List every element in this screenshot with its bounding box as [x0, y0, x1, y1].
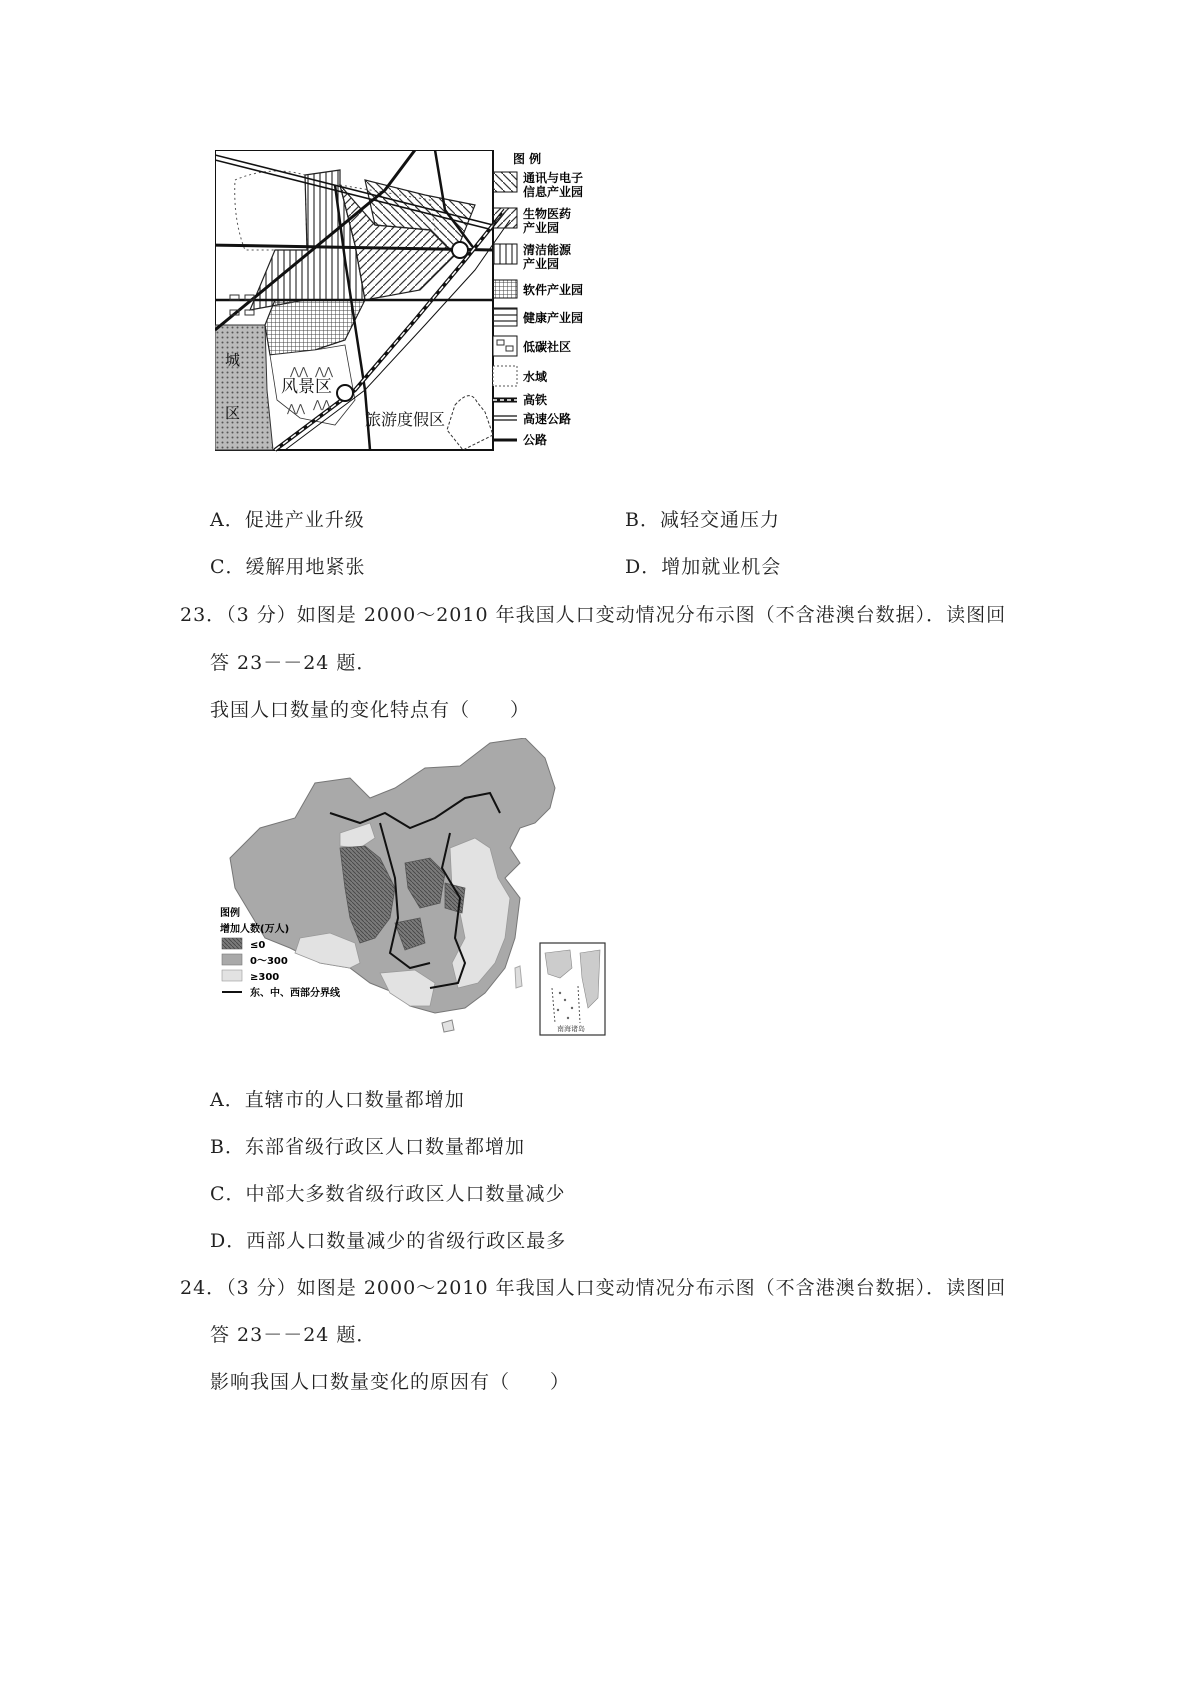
- svg-text:⋀⋀: ⋀⋀: [313, 398, 332, 411]
- svg-text:0～300: 0～300: [250, 956, 288, 967]
- q24-question: 影响我国人口数量变化的原因有（ ）: [210, 1371, 571, 1393]
- svg-text:信息产业园: 信息产业园: [523, 185, 584, 199]
- q23-option-a: A．直辖市的人口数量都增加: [210, 1089, 465, 1111]
- map1-legend: [493, 151, 583, 447]
- q24-stem-line1: 24．（3 分）如图是 2000～2010 年我国人口变动情况分布示图（不含港澳台数据）．读图回: [180, 1277, 1007, 1299]
- svg-text:软件产业园: 软件产业园: [523, 283, 584, 297]
- city-label-2: 区: [225, 404, 241, 422]
- svg-text:图例: 图例: [220, 908, 240, 919]
- svg-text:⋀⋀: ⋀⋀: [287, 402, 306, 415]
- q23-option-b: B．东部省级行政区人口数量都增加: [210, 1136, 525, 1158]
- svg-text:生物医药: 生物医药: [523, 207, 572, 221]
- svg-text:高速公路: 高速公路: [523, 412, 572, 426]
- svg-text:高铁: 高铁: [523, 393, 548, 407]
- q22-option-b: B．减轻交通压力: [625, 509, 780, 531]
- svg-text:≤0: ≤0: [250, 940, 266, 951]
- svg-text:⋀⋀: ⋀⋀: [315, 365, 334, 378]
- q23-option-c: C．中部大多数省级行政区人口数量减少: [210, 1183, 566, 1205]
- svg-text:清洁能源: 清洁能源: [523, 243, 572, 257]
- q22-option-c: C．缓解用地紧张: [210, 556, 366, 578]
- svg-text:≥300: ≥300: [250, 972, 280, 983]
- svg-text:产业园: 产业园: [523, 221, 560, 235]
- industrial-park-map: [215, 150, 815, 485]
- resort-label: 旅游度假区: [365, 410, 446, 429]
- scenic-label: 风景区: [281, 377, 332, 397]
- city-label-1: 城: [225, 351, 241, 369]
- svg-text:健康产业园: 健康产业园: [523, 311, 584, 325]
- q22-option-a: A．促进产业升级: [210, 509, 365, 531]
- q23-question: 我国人口数量的变化特点有（ ）: [210, 699, 531, 721]
- svg-text:增加人数(万人): 增加人数(万人): [220, 924, 290, 935]
- svg-text:通讯与电子: 通讯与电子: [523, 171, 584, 185]
- svg-text:图 例: 图 例: [513, 152, 542, 166]
- q24-stem-line2: 答 23－－24 题．: [210, 1324, 377, 1346]
- svg-text:东、中、西部分界线: 东、中、西部分界线: [250, 988, 340, 999]
- q22-option-d: D．增加就业机会: [625, 556, 782, 578]
- svg-text:产业园: 产业园: [523, 257, 560, 271]
- q23-option-d: D．西部人口数量减少的省级行政区最多: [210, 1230, 567, 1252]
- china-population-map: [220, 738, 660, 1053]
- inset-label: 南海诸岛: [557, 1025, 585, 1033]
- q23-stem-line1: 23．（3 分）如图是 2000～2010 年我国人口变动情况分布示图（不含港澳台数据）．读图回: [180, 604, 1007, 626]
- svg-text:低碳社区: 低碳社区: [523, 340, 572, 354]
- q23-stem-line2: 答 23－－24 题．: [210, 652, 377, 674]
- svg-text:⋀⋀: ⋀⋀: [290, 365, 309, 378]
- svg-text:公路: 公路: [523, 433, 548, 447]
- svg-text:水域: 水域: [523, 370, 548, 384]
